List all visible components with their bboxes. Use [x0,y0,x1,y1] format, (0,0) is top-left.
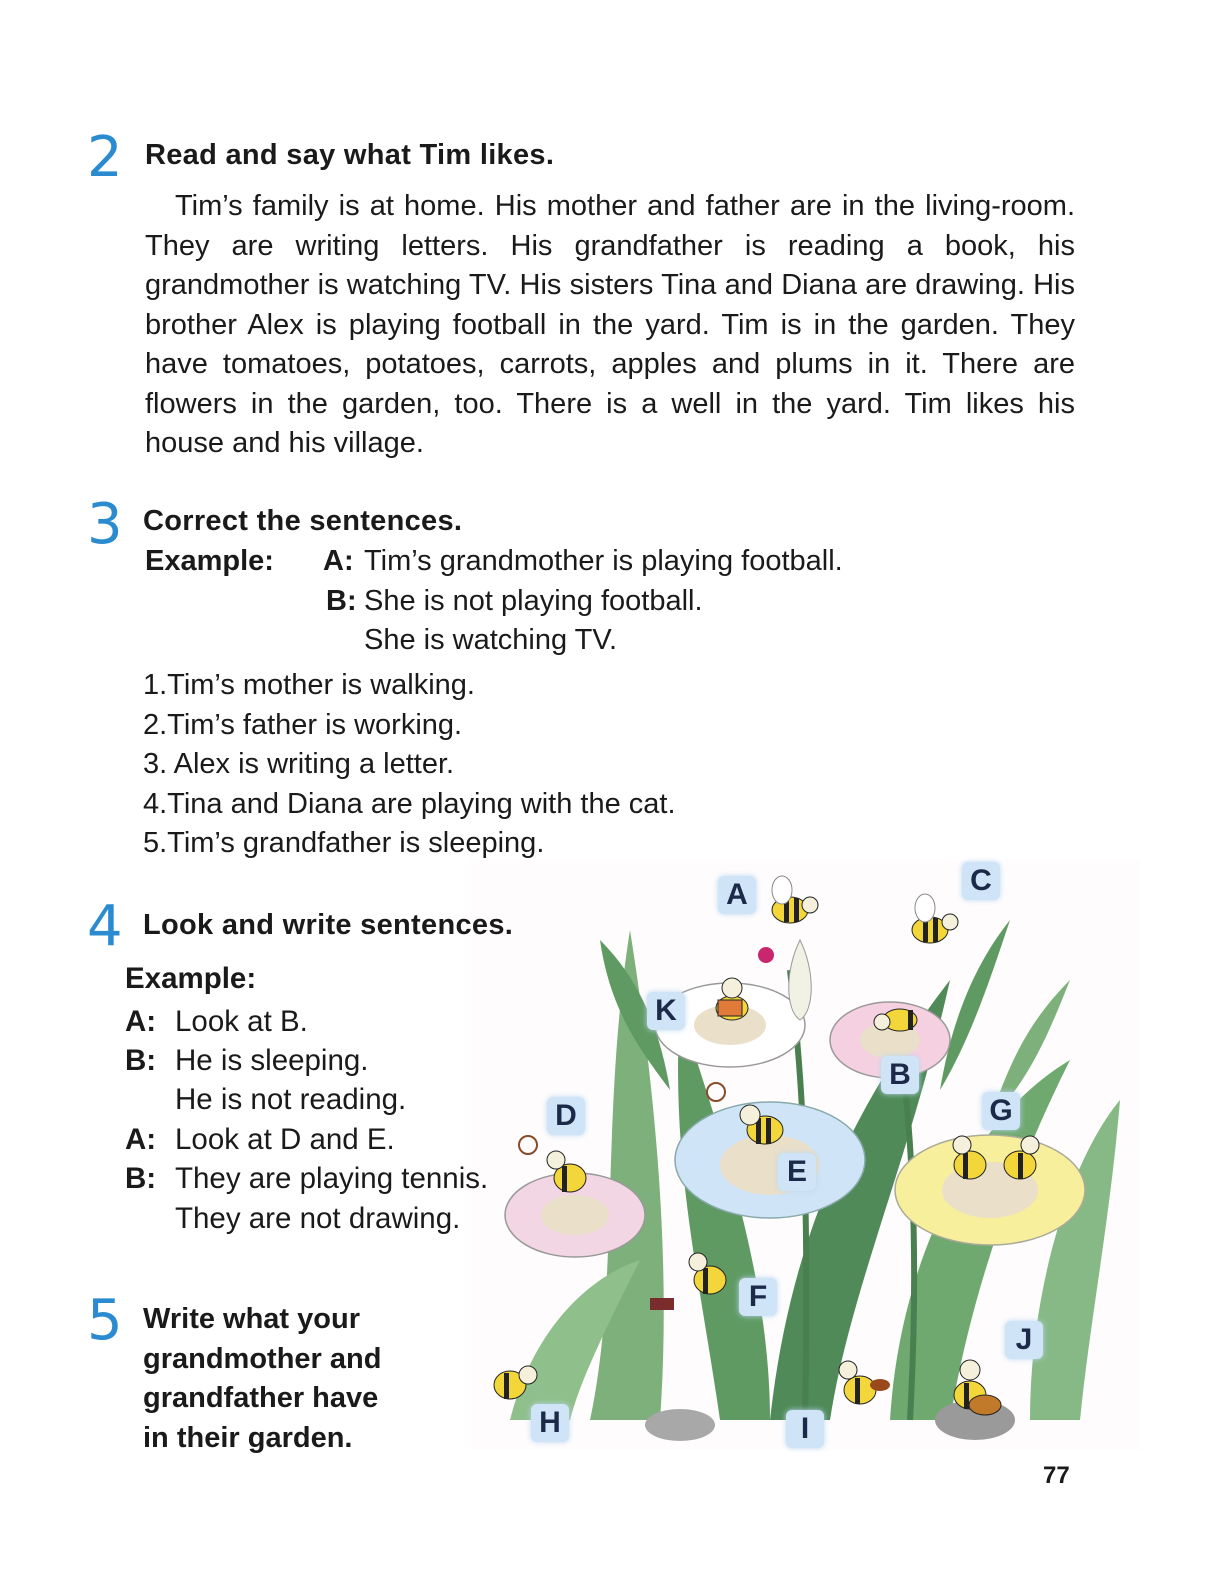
speaker-text: He is not reading. [175,1083,407,1116]
task-3-a-text: Tim’s grandmother is playing football. [364,545,843,577]
list-item: 3. Alex is writing a letter. [143,748,455,780]
task-5-line: Write what your [143,1303,360,1335]
label-g: G [982,1092,1020,1130]
speaker-label: B: [125,1162,157,1195]
label-c: C [962,862,1000,900]
list-item: 2.Tim’s father is working. [143,708,463,741]
task-3-example-label: Example: [145,545,274,577]
label-b: B [881,1056,919,1094]
task-4-line [125,1202,460,1236]
task-4-line [125,1162,488,1196]
task-2-title: Read and say what Tim likes. [145,139,555,171]
task-2-number: 2 [87,125,123,190]
list-item: 5.Tim’s grandfather is sleeping. [143,827,545,859]
speaker-text: Look at D and E. [175,1123,395,1156]
task-5-line: in their garden. [143,1421,353,1454]
task-3-b-label: B: [326,585,357,617]
label-f: F [739,1278,777,1316]
speaker-label: A: [125,1005,157,1038]
task-4-number: 4 [87,894,123,959]
speaker-text: They are playing tennis. [175,1162,489,1195]
label-i: I [786,1410,824,1448]
task-3-b-text-2: She is watching TV. [364,624,618,656]
speaker-label: A: [125,1123,157,1156]
task-4-example-label: Example: [125,962,257,995]
task-5-text [143,1300,381,1458]
label-j: J [1005,1321,1043,1359]
task-5-line: grandmother and [143,1342,382,1375]
label-h: H [531,1404,569,1442]
task-3-title: Correct the sentences. [143,505,463,537]
task-4-line [125,1044,369,1078]
task-4-line [125,1005,308,1039]
label-e: E [778,1153,816,1191]
task-2-text [145,187,1075,464]
task-3-b-text-1: She is not playing football. [364,585,703,617]
task-3-number: 3 [87,492,123,557]
list-item: 4.Tina and Diana are playing with the cat. [143,787,676,820]
task-2-paragraph: Tim’s family is at home. His mother and father are in the living-room. They are writing letters. His grandfather is reading a book, his grandmother is watching TV. His sisters Tina and Diana are drawing. His brother Alex is playing football in the yard. Tim is in the garden. They have tomatoes, potatoes, carrots, apples and plums in it. There are flowers in the garden, too. There is a well in the yard. Tim likes his house and his village. [145,190,1075,459]
task-5-line: grandfather have [143,1382,379,1414]
task-4-line [125,1083,406,1117]
task-4-line [125,1123,395,1157]
task-5-number: 5 [87,1288,123,1353]
label-d: D [547,1097,585,1135]
page-number: 77 [1043,1462,1070,1489]
task-3-list [143,666,676,864]
garden-illustration [470,860,1140,1450]
speaker-text: Look at B. [175,1005,308,1038]
speaker-text: He is sleeping. [175,1044,369,1077]
speaker-label: B: [125,1044,157,1077]
label-k: K [647,992,685,1030]
task-3-a-label: A: [323,545,354,577]
speaker-text: They are not drawing. [175,1202,461,1235]
label-a: A [718,876,756,914]
list-item: 1.Tim’s mother is walking. [143,669,475,701]
task-4-title: Look and write sentences. [143,909,514,941]
